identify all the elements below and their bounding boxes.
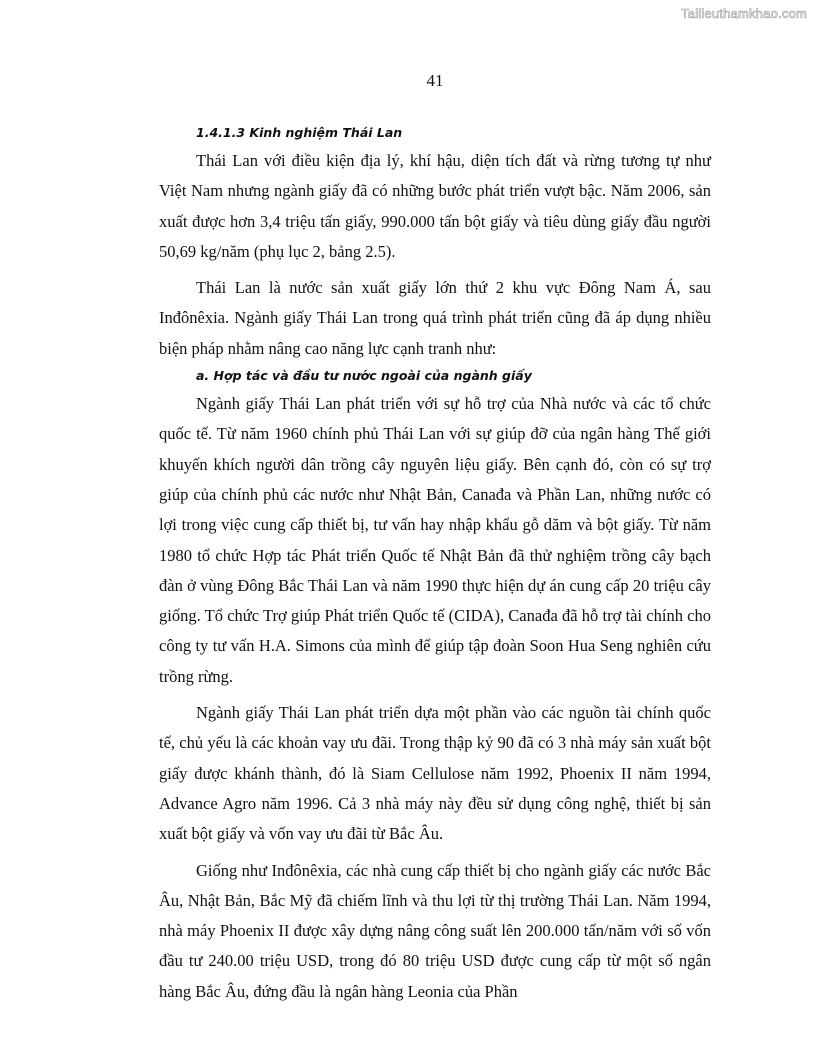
paragraph-body-3: Giống như Inđônêxia, các nhà cung cấp thiết bị cho ngành giấy các nước Bắc Âu, Nhật Bản, Bắc Mỹ đã chiếm lĩnh và thu lợi từ thị trường Thái Lan. Năm 1994, nhà máy Phoenix II được xây dựng nâng công suất lên 200.000 tấn/năm với số vốn đầu tư 240.00 triệu USD, trong đó 80 triệu USD được cung cấp từ một số ngân hàng Bắc Âu, đứng đầu là ngân hàng Leonia của Phần [159, 860, 711, 1001]
section-heading: 1.4.1.3 Kinh nghiệm Thái Lan [196, 125, 403, 140]
paragraph-body-2: Ngành giấy Thái Lan phát triển dựa một phần vào các nguồn tài chính quốc tế, chủ yếu là các khoản vay ưu đãi. Trong thập kỷ 90 đã có 3 nhà máy sản xuất bột giấy được khánh thành, đó là Siam Cellulose năm 1992, Phoenix II năm 1994, Advance Agro năm 1996. Cả 3 nhà máy này đều sử dụng công nghệ, thiết bị sản xuất bột giấy và vốn vay ưu đãi từ Bắc Âu. [159, 703, 711, 844]
subsection-heading: a. Hợp tác và đầu tư nước ngoài của ngành giấy [196, 368, 532, 384]
paragraph-intro-2: Thái Lan là nước sản xuất giấy lớn thứ 2 khu vực Đông Nam Á, sau Inđônêxia. Ngành giấy Thái Lan trong quá trình phát triển cũng đã áp dụng nhiều biện pháp nhằm nâng cao năng lực cạnh tranh như: [159, 278, 711, 358]
document-body [159, 120, 711, 1007]
paragraph-body-1: Ngành giấy Thái Lan phát triển với sự hỗ trợ của Nhà nước và các tổ chức quốc tế. Từ năm 1960 chính phủ Thái Lan với sự giúp đỡ của ngân hàng Thế giới khuyến khích người dân trồng cây nguyên liệu giấy. Bên cạnh đó, còn có sự trợ giúp của chính phủ các nước như Nhật Bản, Canađa và Phần Lan, những nước có lợi trong việc cung cấp thiết bị, tư vấn hay nhập khẩu gỗ dăm và bột giấy. Từ năm 1980 tổ chức Hợp tác Phát triển Quốc tế Nhật Bản đã thử nghiệm trồng cây bạch đàn ở vùng Đông Bắc Thái Lan và năm 1990 thực hiện dự án cung cấp 20 triệu cây giống. Tổ chức Trợ giúp Phát triển Quốc tế (CIDA), Canađa đã hỗ trợ tài chính cho công ty tư vấn H.A. Simons của mình để giúp tập đoàn Soon Hua Seng nghiên cứu trồng rừng. [159, 394, 711, 686]
page-number: 41 [426, 71, 444, 90]
watermark: Tailieuthamkhao.com [681, 6, 807, 21]
paragraph-intro-1: Thái Lan với điều kiện địa lý, khí hậu, diện tích đất và rừng tương tự như Việt Nam nhưng ngành giấy đã có những bước phát triển vượt bậc. Năm 2006, sản xuất được hơn 3,4 triệu tấn giấy, 990.000 tấn bột giấy và tiêu dùng giấy đầu người 50,69 kg/năm (phụ lục 2, bảng 2.5). [159, 151, 711, 261]
